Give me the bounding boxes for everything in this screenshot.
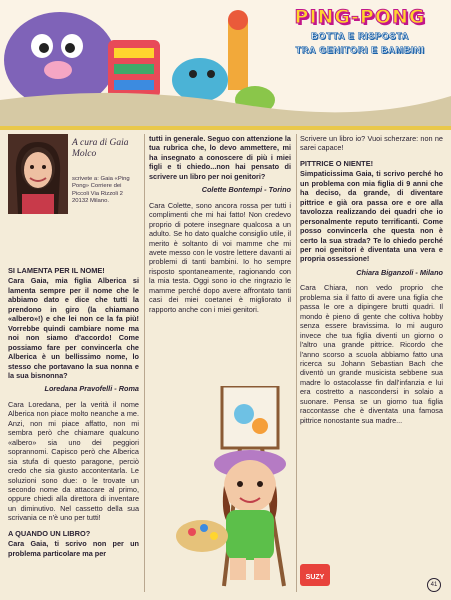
column-rule bbox=[144, 134, 145, 592]
column-1 bbox=[8, 134, 139, 562]
reply-text: Cara Colette, sono ancora rossa per tutti i complimenti che mi hai fatto! Non credevo proprio di potere insegnare qualcosa a un adulto. Se ho dato qualche consiglio utile, il merito è soltanto di voi mamme che mi avete messo con le vostre lettere davanti ai problemi di tanti bambini. Io ho sempre risposto spontaneamente, ragionando con la mia testa. Oggi sono io che ringrazio le mamme perché dopo avere affrontato tanti casi dei miei coetanei è migliorato il rapporto anche con i miei genitori. bbox=[149, 200, 291, 314]
letter-signature: Loredana Pravofelli - Roma bbox=[44, 384, 139, 394]
subtitle-line-1: BOTTA E RISPOSTA bbox=[311, 31, 409, 41]
letter-signature: Chiara Biganzoli - Milano bbox=[356, 267, 443, 277]
page-number: 41 bbox=[427, 578, 441, 592]
subtitle-line-2: TRA GENITORI E BAMBINI bbox=[295, 45, 425, 55]
column-3 bbox=[300, 134, 443, 429]
letter-heading: PITTRICE O NIENTE! bbox=[300, 158, 374, 168]
column-2 bbox=[149, 134, 291, 318]
header-illustration bbox=[0, 0, 451, 128]
author-photo bbox=[8, 134, 68, 214]
letter-text: Simpaticissima Gaia, ti scrivo perché ho un problema con mia figlia di 9 anni che ha deciso, da grande, di diventare pittrice e già ora passa ore e ore alla tavolozza realizzando dei quadri che io personalmente reputo terrificanti. Come posso convincerla che questa non è certo la sua strada? Te lo chiedo perché per noi genitori è diventata una vera e propria ossessione! bbox=[300, 169, 443, 264]
letter-text: Cara Gaia, mia figlia Alberica si lamenta sempre per il nome che le abbiamo dato e dice che tutti la prendono in giro (la chiamano «albero»!) e che lei non ce la fa più! Vorrebbe quindi cambiare nome ma noi non siamo d'accordo! Come possiamo fare per convincerla che Alberica è un bellissimo nome, lo stesso che portavano la sua nonna e la sua bisnonna? bbox=[8, 276, 139, 380]
letter-heading: SI LAMENTA PER IL NOME! bbox=[8, 266, 105, 275]
page-title: PING-PONG bbox=[294, 6, 426, 28]
letter-heading: A QUANDO UN LIBRO? bbox=[8, 528, 91, 538]
letter-signature: Colette Bontempi - Torino bbox=[201, 185, 291, 195]
author-box bbox=[8, 134, 139, 260]
author-byline: A cura di Gaia Molco bbox=[72, 138, 129, 159]
reply-text: Cara Chiara, non vedo proprio che problema sia il fatto di avere una figlia che passa le ore a dipingere brutti quadri. Il mondo è pieno di gente che coltiva hobby senza essere bravissima. Io mi auguro invece che tua figlia diventi un giorno o l'altro una grande pittrice. Ricordo che l'anno scorso a scuola abbiamo fatto una ricerca su Johann Sebastian Bach che diventò un grande musicista sebbene sua madre lo ostacolasse fin dall'infanzia e lui era costretto a nascondersi in solaio a suonare. Pensa se un giorno tua figlia raccontasse che è diventata una famosa pittrice nonostante sua madre... bbox=[300, 283, 443, 425]
letter-text: Cara Gaia, ti scrivo non per un problema particolare ma per bbox=[8, 539, 139, 558]
author-address: scrivete a: Gaia «Ping Pong» Corriere dei Piccoli Via Rizzoli 2 20132 Milano. bbox=[72, 176, 130, 205]
letter-text: tutti in generale. Seguo con attenzione la tua rubrica che, lo devo ammettere, mi ha insegnato a conoscere di più i miei figli e ti chiedo...non hai pensato di scrivere un libro per noi genitori? bbox=[149, 134, 291, 181]
header-divider bbox=[0, 126, 451, 130]
paint-can-label: SUZY bbox=[305, 574, 325, 581]
column-logo bbox=[272, 6, 448, 56]
reply-text: Cara Loredana, per la verità il nome Alberica non piace molto neanche a me. Anzi, non mi piace affatto, non mi sembra però che chiamare qualcuno «albero» sia uno dei peggiori soprannomi. Capisco però che Alberica sia stufa di questo paragone, perciò credo che sia giusto accontentarla. Le soluzioni sono due: o le trovate un secondo nome da attaccare al primo, oppure chiedi alla direttora di inventare un diminutivo. Nel cassetto della sua scrivania ce n'è uno per tutti! bbox=[8, 399, 139, 523]
reply-text: Scrivere un libro io? Vuoi scherzare: non ne sarei capace! bbox=[300, 134, 443, 153]
painter-girl-illustration bbox=[174, 386, 334, 590]
